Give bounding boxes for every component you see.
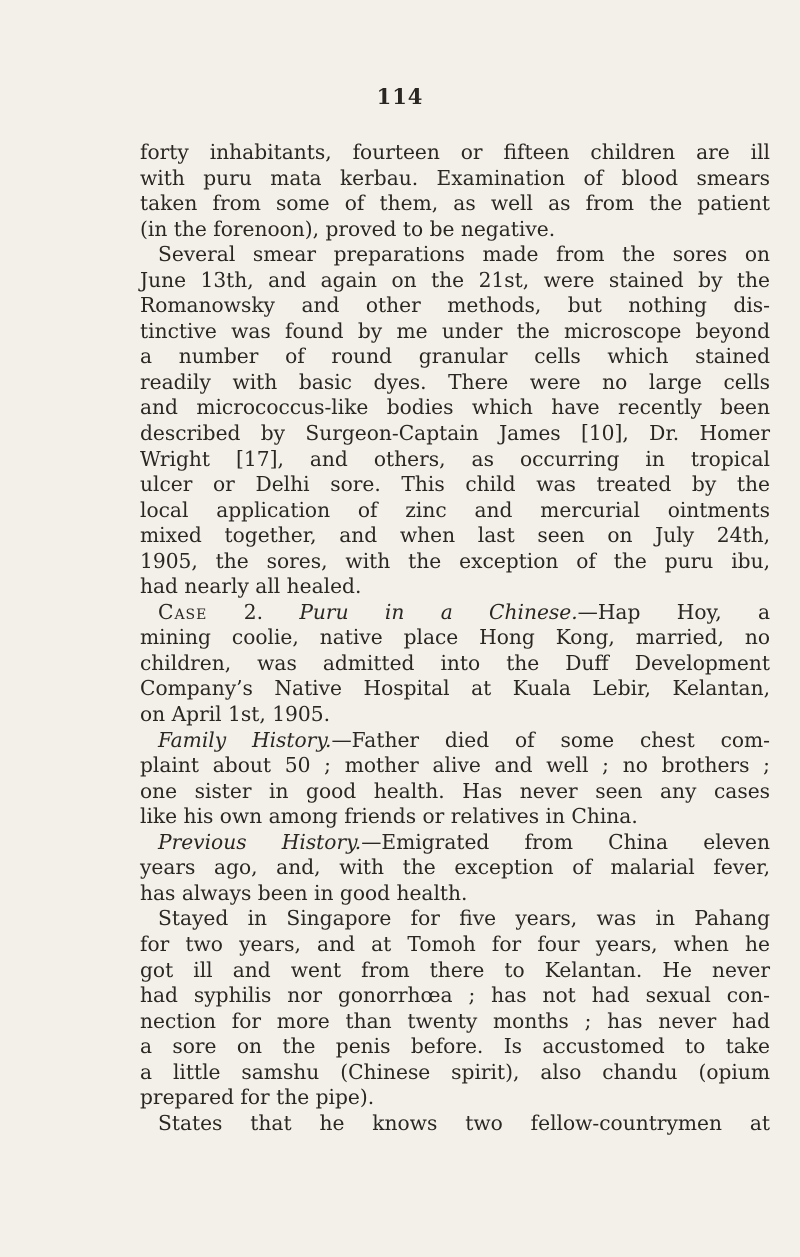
text-line: with puru mata kerbau. Examination of blood smears [140, 165, 770, 190]
case-title: Puru in a Chinese. [299, 599, 578, 624]
text-line: years ago, and, with the exception of malarial fever, [140, 855, 770, 880]
text-line: (in the forenoon), proved to be negative. [140, 216, 556, 241]
text-line: readily with basic dyes. There were no large cells [140, 369, 770, 394]
page-number: 114 [376, 84, 424, 109]
text-line: got ill and went from there to Kelantan. He never [140, 957, 770, 982]
text-line: Company’s Native Hospital at Kuala Lebir, Kelantan, [140, 676, 770, 701]
text-line: Wright [17], and others, as occurring in tropical [140, 446, 770, 471]
text-line: Stayed in Singapore for five years, was in Pahang [158, 906, 770, 931]
text-line: children, was admitted into the Duff Development [140, 650, 770, 675]
text-line: a little samshu (Chinese spirit), also chandu (opium [140, 1059, 770, 1084]
text-line: tinctive was found by me under the microscope beyond [140, 318, 770, 343]
text-line: had syphilis nor gonorrhœa ; has not had sexual con- [140, 983, 770, 1008]
text-line: States that he knows two fellow-countrymen at [158, 1110, 770, 1135]
text-line: Romanowsky and other methods, but nothing dis- [140, 293, 770, 318]
previous-history-text: —Emigrated from China eleven [361, 829, 770, 854]
family-history-heading: Family History. [158, 727, 332, 752]
case-rest: —Hap Hoy, a [577, 599, 770, 624]
text-line: taken from some of them, as well as from the patient [140, 191, 770, 216]
text-line: a sore on the penis before. Is accustomed to take [140, 1034, 770, 1059]
family-history-line [140, 728, 770, 754]
text-line: Several smear preparations made from the sores on [158, 242, 770, 267]
text-line: a number of round granular cells which stained [140, 344, 770, 369]
body-text [140, 140, 770, 1136]
text-line: nection for more than twenty months ; has never had [140, 1008, 770, 1033]
text-line: prepared for the pipe). [140, 1085, 375, 1110]
text-line: 1905, the sores, with the exception of the puru ibu, [140, 548, 770, 573]
case-heading-line [140, 600, 770, 626]
text-line: forty inhabitants, fourteen or fifteen children are ill [140, 140, 770, 164]
text-line: has always been in good health. [140, 880, 468, 905]
text-line: and micrococcus-like bodies which have recently been [140, 395, 770, 420]
text-line: mixed together, and when last seen on July 24th, [140, 523, 770, 548]
previous-history-line [140, 830, 770, 856]
text-line: had nearly all healed. [140, 574, 362, 599]
text-line: for two years, and at Tomoh for four years, when he [140, 931, 770, 956]
previous-history-heading: Previous History. [158, 829, 362, 854]
text-line: June 13th, and again on the 21st, were stained by the [140, 267, 770, 292]
text-line: local application of zinc and mercurial ointments [140, 497, 770, 522]
text-line: mining coolie, native place Hong Kong, married, no [140, 625, 770, 650]
text-line: ulcer or Delhi sore. This child was treated by the [140, 472, 770, 497]
case-label: Case [158, 599, 208, 624]
text-line: described by Surgeon-Captain James [10], Dr. Homer [140, 421, 770, 446]
case-number: 2. [243, 599, 263, 624]
text-line: like his own among friends or relatives in China. [140, 804, 638, 829]
text-line: plaint about 50 ; mother alive and well ; no brothers ; [140, 753, 770, 778]
text-line: on April 1st, 1905. [140, 702, 330, 727]
text-line: one sister in good health. Has never seen any cases [140, 778, 770, 803]
family-history-text: —Father died of some chest com- [331, 727, 770, 752]
